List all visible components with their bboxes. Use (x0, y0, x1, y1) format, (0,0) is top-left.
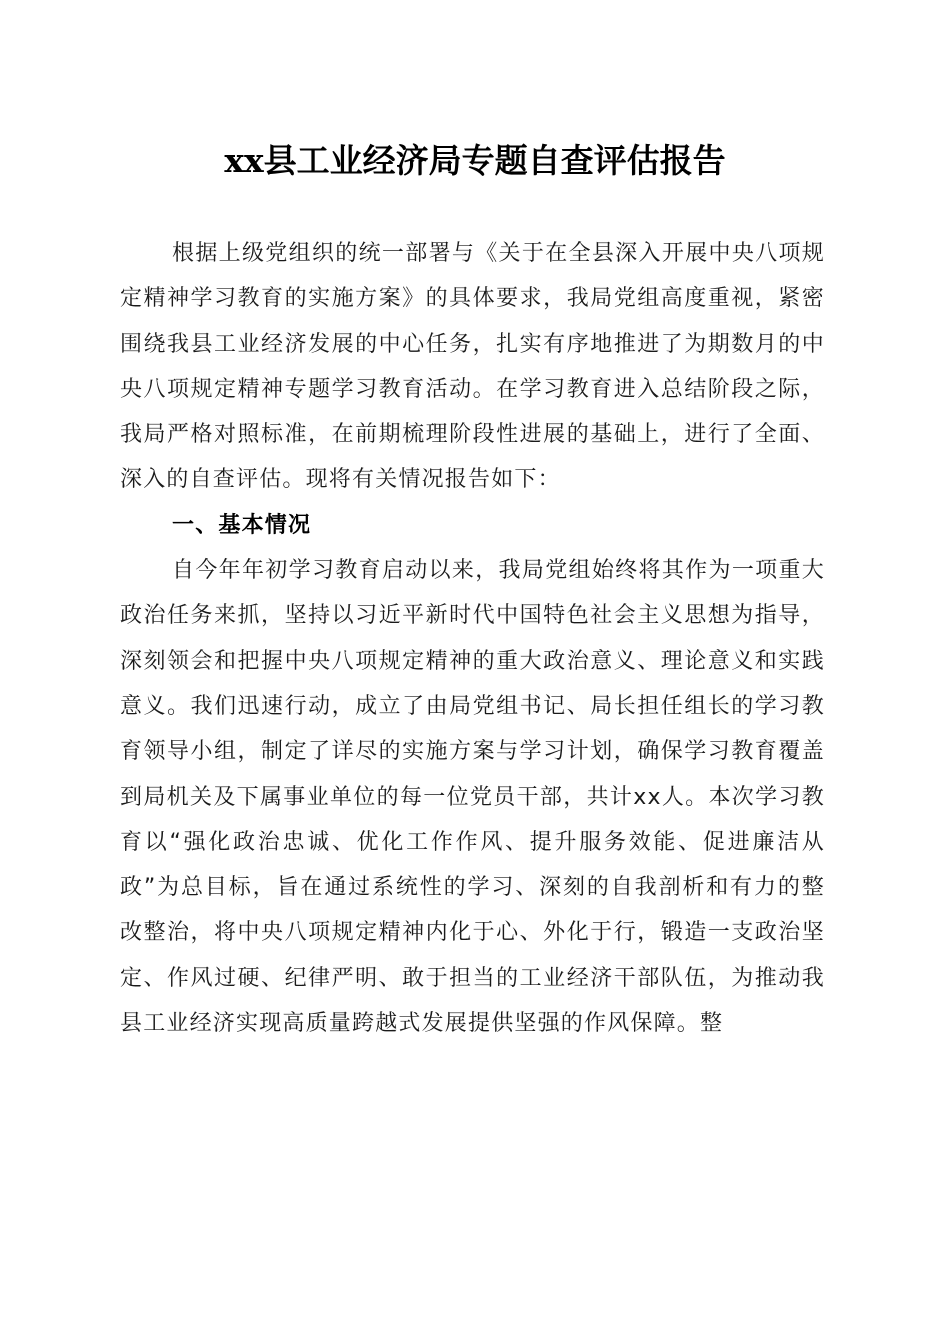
section-paragraph-basic-situation: 自今年年初学习教育启动以来，我局党组始终将其作为一项重大政治任务来抓，坚持以习近平新时代中国特色社会主义思想为指导，深刻领会和把握中央八项规定精神的重大政治意义、理论意义和实践意义。我们迅速行动，成立了由局党组书记、局长担任组长的学习教育领导小组，制定了详尽的实施方案与学习计划，确保学习教育覆盖到局机关及下属事业单位的每一位党员干部，共计xx人。本次学习教育以“强化政治忠诚、优化工作作风、提升服务效能、促进廉洁从政”为总目标，旨在通过系统性的学习、深刻的自我剖析和有力的整改整治，将中央八项规定精神内化于心、外化于行，锻造一支政治坚定、作风过硬、纪律严明、敢于担当的工业经济干部队伍，为推动我县工业经济实现高质量跨越式发展提供坚强的作风保障。整 (120, 558, 825, 1037)
section-heading-basic-situation: 一、基本情况 (172, 512, 312, 538)
intro-paragraph: 根据上级党组织的统一部署与《关于在全县深入开展中央八项规定精神学习教育的实施方案》的具体要求，我局党组高度重视，紧密围绕我县工业经济发展的中心任务，扎实有序地推进了为期数月的中央八项规定精神专题学习教育活动。在学习教育进入总结阶段之际，我局严格对照标准，在前期梳理阶段性进展的基础上，进行了全面、深入的自查评估。现将有关情况报告如下： (120, 241, 825, 493)
document-body (120, 231, 825, 1046)
document-title: xx县工业经济局专题自查评估报告 (224, 141, 726, 180)
